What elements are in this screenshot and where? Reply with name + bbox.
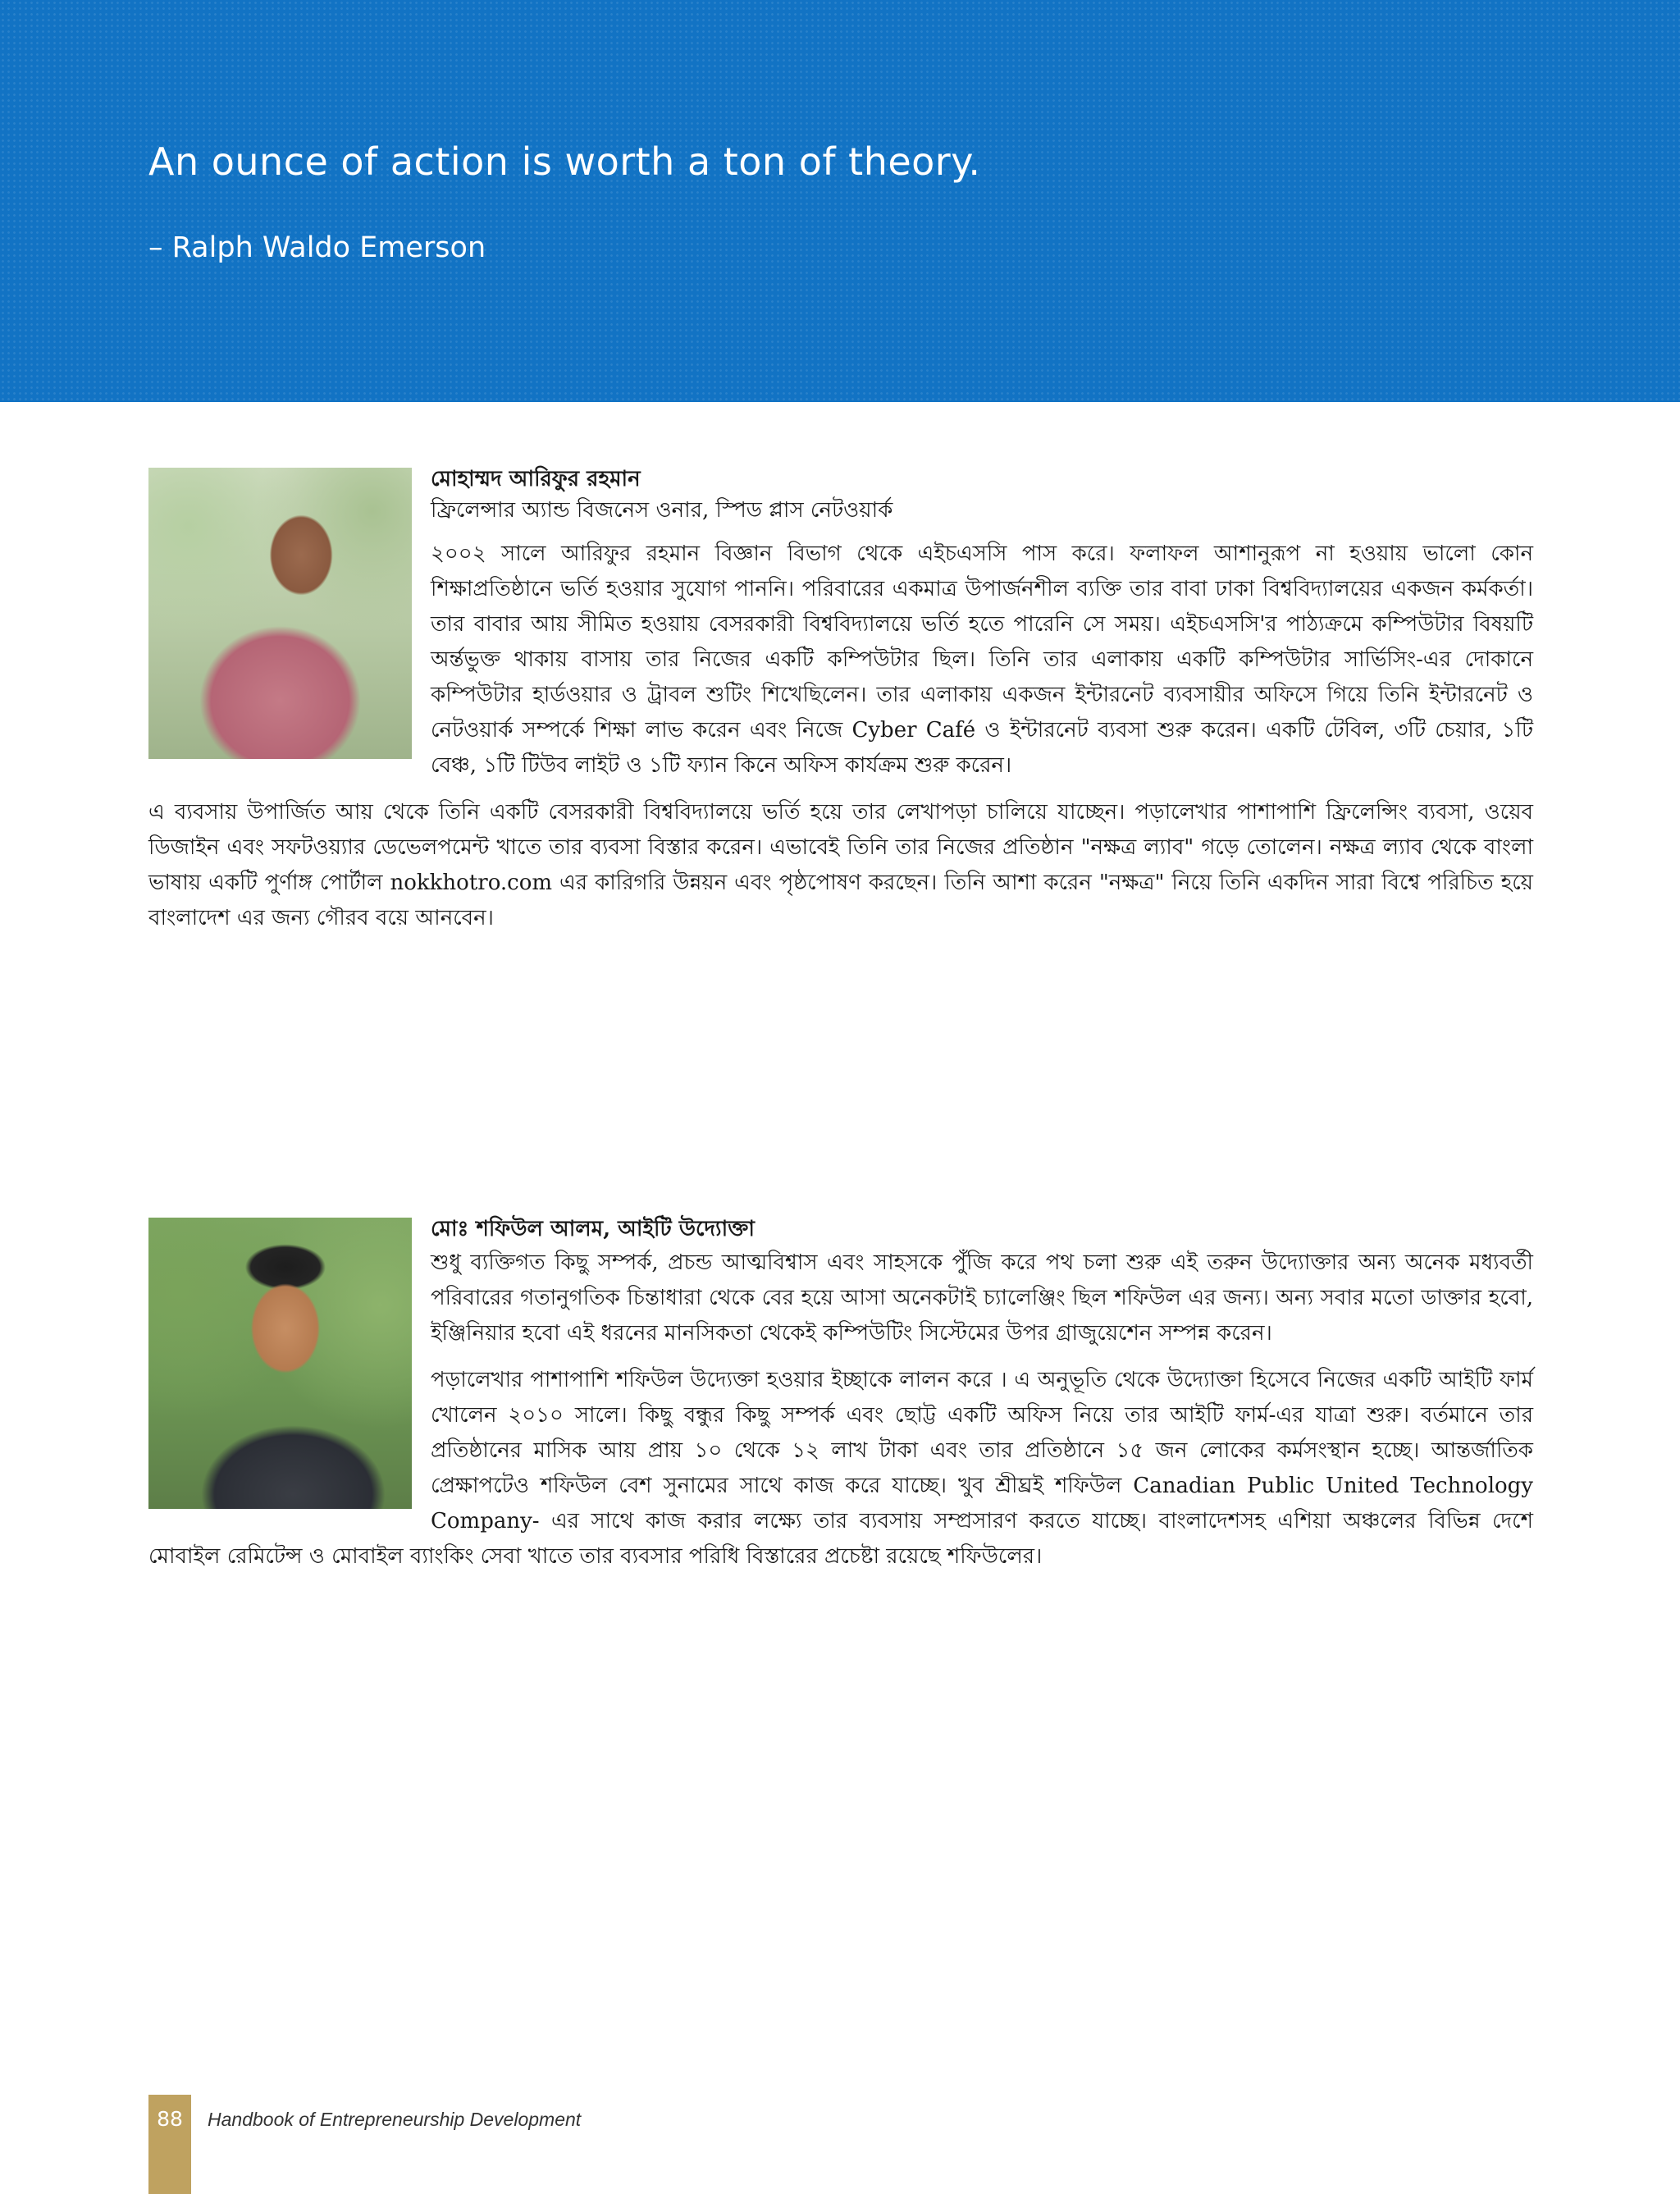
profile-shafiul-alam: [148, 1214, 1533, 1586]
profile-name: মোহাম্মদ আরিফুর রহমান: [431, 467, 641, 491]
page-number: 88: [157, 2107, 183, 2131]
quote-author: – Ralph Waldo Emerson: [148, 231, 486, 264]
profile-paragraph: এ ব্যবসায় উপার্জিত আয় থেকে তিনি একটি বেসরকারী বিশ্ববিদ্যালয়ে ভর্তি হয়ে তার লেখাপড়া চালিয়ে যাচ্ছেন। পড়ালেখার পাশাপাশি ফ্রিলেন্সিং ব্যবসা, ওয়েব ডিজাইন এবং সফটওয়্যার ডেভেলপমেন্ট খাতে তার ব্যবসা বিস্তার করেন। এভাবেই তিনি তার নিজের প্রতিষ্ঠান "নক্ষত্র ল্যাব" গড়ে তোলেন। নক্ষত্র ল্যাব থেকে বাংলা ভাষায় একটি পুর্ণাঙ্গ পোর্টাল nokkhotro.com এর কারিগরি উন্নয়ন এবং পৃষ্ঠপোষণ করছেন। তিনি আশা করেন "নক্ষত্র" নিয়ে তিনি একদিন সারা বিশ্বে পরিচিত হয়ে বাংলাদেশ এর জন্য গৌরব বয়ে আনবেন।: [148, 800, 1533, 930]
profile-name: মোঃ শফিউল আলম, আইটি উদ্যোক্তা: [431, 1217, 755, 1241]
book-title: Handbook of Entrepreneurship Development: [208, 2109, 582, 2130]
quote-banner: [0, 0, 1680, 402]
quote-text: An ounce of action is worth a ton of theory.: [148, 139, 981, 184]
profile-photo: [148, 468, 412, 759]
profile-paragraph: শুধু ব্যক্তিগত কিছু সম্পর্ক, প্রচন্ড আত্মবিশ্বাস এবং সাহসকে পুঁজি করে পথ চলা শুরু এই তরুন উদ্যোক্তার অন্য অনেক মধ্যবর্তী পরিবারের গতানুগতিক চিন্তাধারা থেকে বের হয়ে আসা অনেকটাই চ্যালেঞ্জিং ছিল শফিউল এর জন্য। অন্য সবার মতো ডাক্তার হবো, ইঞ্জিনিয়ার হবো এই ধরনের মানসিকতা থেকেই কম্পিউটিং সিস্টেমের উপর গ্রাজুয়েশেন সম্পন্ন করেন।: [431, 1250, 1533, 1346]
profile-arifur-rahman: [148, 464, 1533, 948]
profile-paragraph: পড়ালেখার পাশাপাশি শফিউল উদ্যেক্তা হওয়ার ইচ্ছাকে লালন করে । এ অনুভূতি থেকে উদ্যোক্তা হিসেবে নিজের একটি আইটি ফার্ম খোলেন ২০১০ সালে। কিছু বন্ধুর কিছু সম্পর্ক এবং ছোট্ট একটি অফিস নিয়ে তার আইটি ফার্ম-এর যাত্রা শুরু। বর্তমানে তার প্রতিষ্ঠানের মাসিক আয় প্রায় ১০ থেকে ১২ লাখ টাকা এবং তার প্রতিষ্ঠানে ১৫ জন লোকের কর্মসংস্থান হচ্ছে। আন্তর্জাতিক প্রেক্ষাপটেও শফিউল বেশ সুনামের সাথে কাজ করে যাচ্ছে। খুব শ্রীঘ্রই শফিউল Canadian Public United Technology Company- এর সাথে কাজ করার লক্ষ্যে তার ব্যবসায় সম্প্রসারণ করতে যাচ্ছে। বাংলাদেশসহ এশিয়া অঞ্চলের বিভিন্ন দেশে মোবাইল রেমিটেন্স ও মোবাইল ব্যাংকিং সেবা খাতে তার ব্যবসার পরিধি বিস্তারের প্রচেষ্টা রয়েছে শফিউলের।: [148, 1368, 1533, 1569]
profile-paragraph: ২০০২ সালে আরিফুর রহমান বিজ্ঞান বিভাগ থেকে এইচএসসি পাস করে। ফলাফল আশানুরূপ না হওয়ায় ভালো কোন শিক্ষাপ্রতিষ্ঠানে ভর্তি হওয়ার সুযোগ পাননি। পরিবারের একমাত্র উপার্জনশীল ব্যক্তি তার বাবা ঢাকা বিশ্ববিদ্যালয়ের একজন কর্মকর্তা। তার বাবার আয় সীমিত হওয়ায় বেসরকারী বিশ্ববিদ্যালয়ে ভর্তি হতে পারেনি সে সময়। এইচএসসি'র পাঠ্যক্রমে কম্পিউটার বিষয়টি অর্ন্তভুক্ত থাকায় বাসায় তার নিজের একটি কম্পিউটার ছিল। তিনি তার এলাকায় একটি কম্পিউটার সার্ভিসিং-এর দোকানে কম্পিউটার হার্ডওয়ার ও ট্রাবল শুটিং শিখেছিলেন। তার এলাকায় একজন ইন্টারনেট ব্যবসায়ীর অফিসে গিয়ে তিনি ইন্টারনেট ও নেটওয়ার্ক সম্পর্কে শিক্ষা লাভ করেন এবং নিজে Cyber Café ও ইন্টারনেট ব্যবসা শুরু করেন। একটি টেবিল, ৩টি চেয়ার, ১টি বেঞ্চ, ১টি টিউব লাইট ও ১টি ফ্যান কিনে অফিস কার্যক্রম শুরু করেন।: [431, 542, 1533, 778]
profile-photo: [148, 1218, 412, 1509]
profile-role: ফ্রিলেন্সার অ্যান্ড বিজনেস ওনার, স্পিড প্লাস নেটওয়ার্ক: [431, 498, 893, 523]
